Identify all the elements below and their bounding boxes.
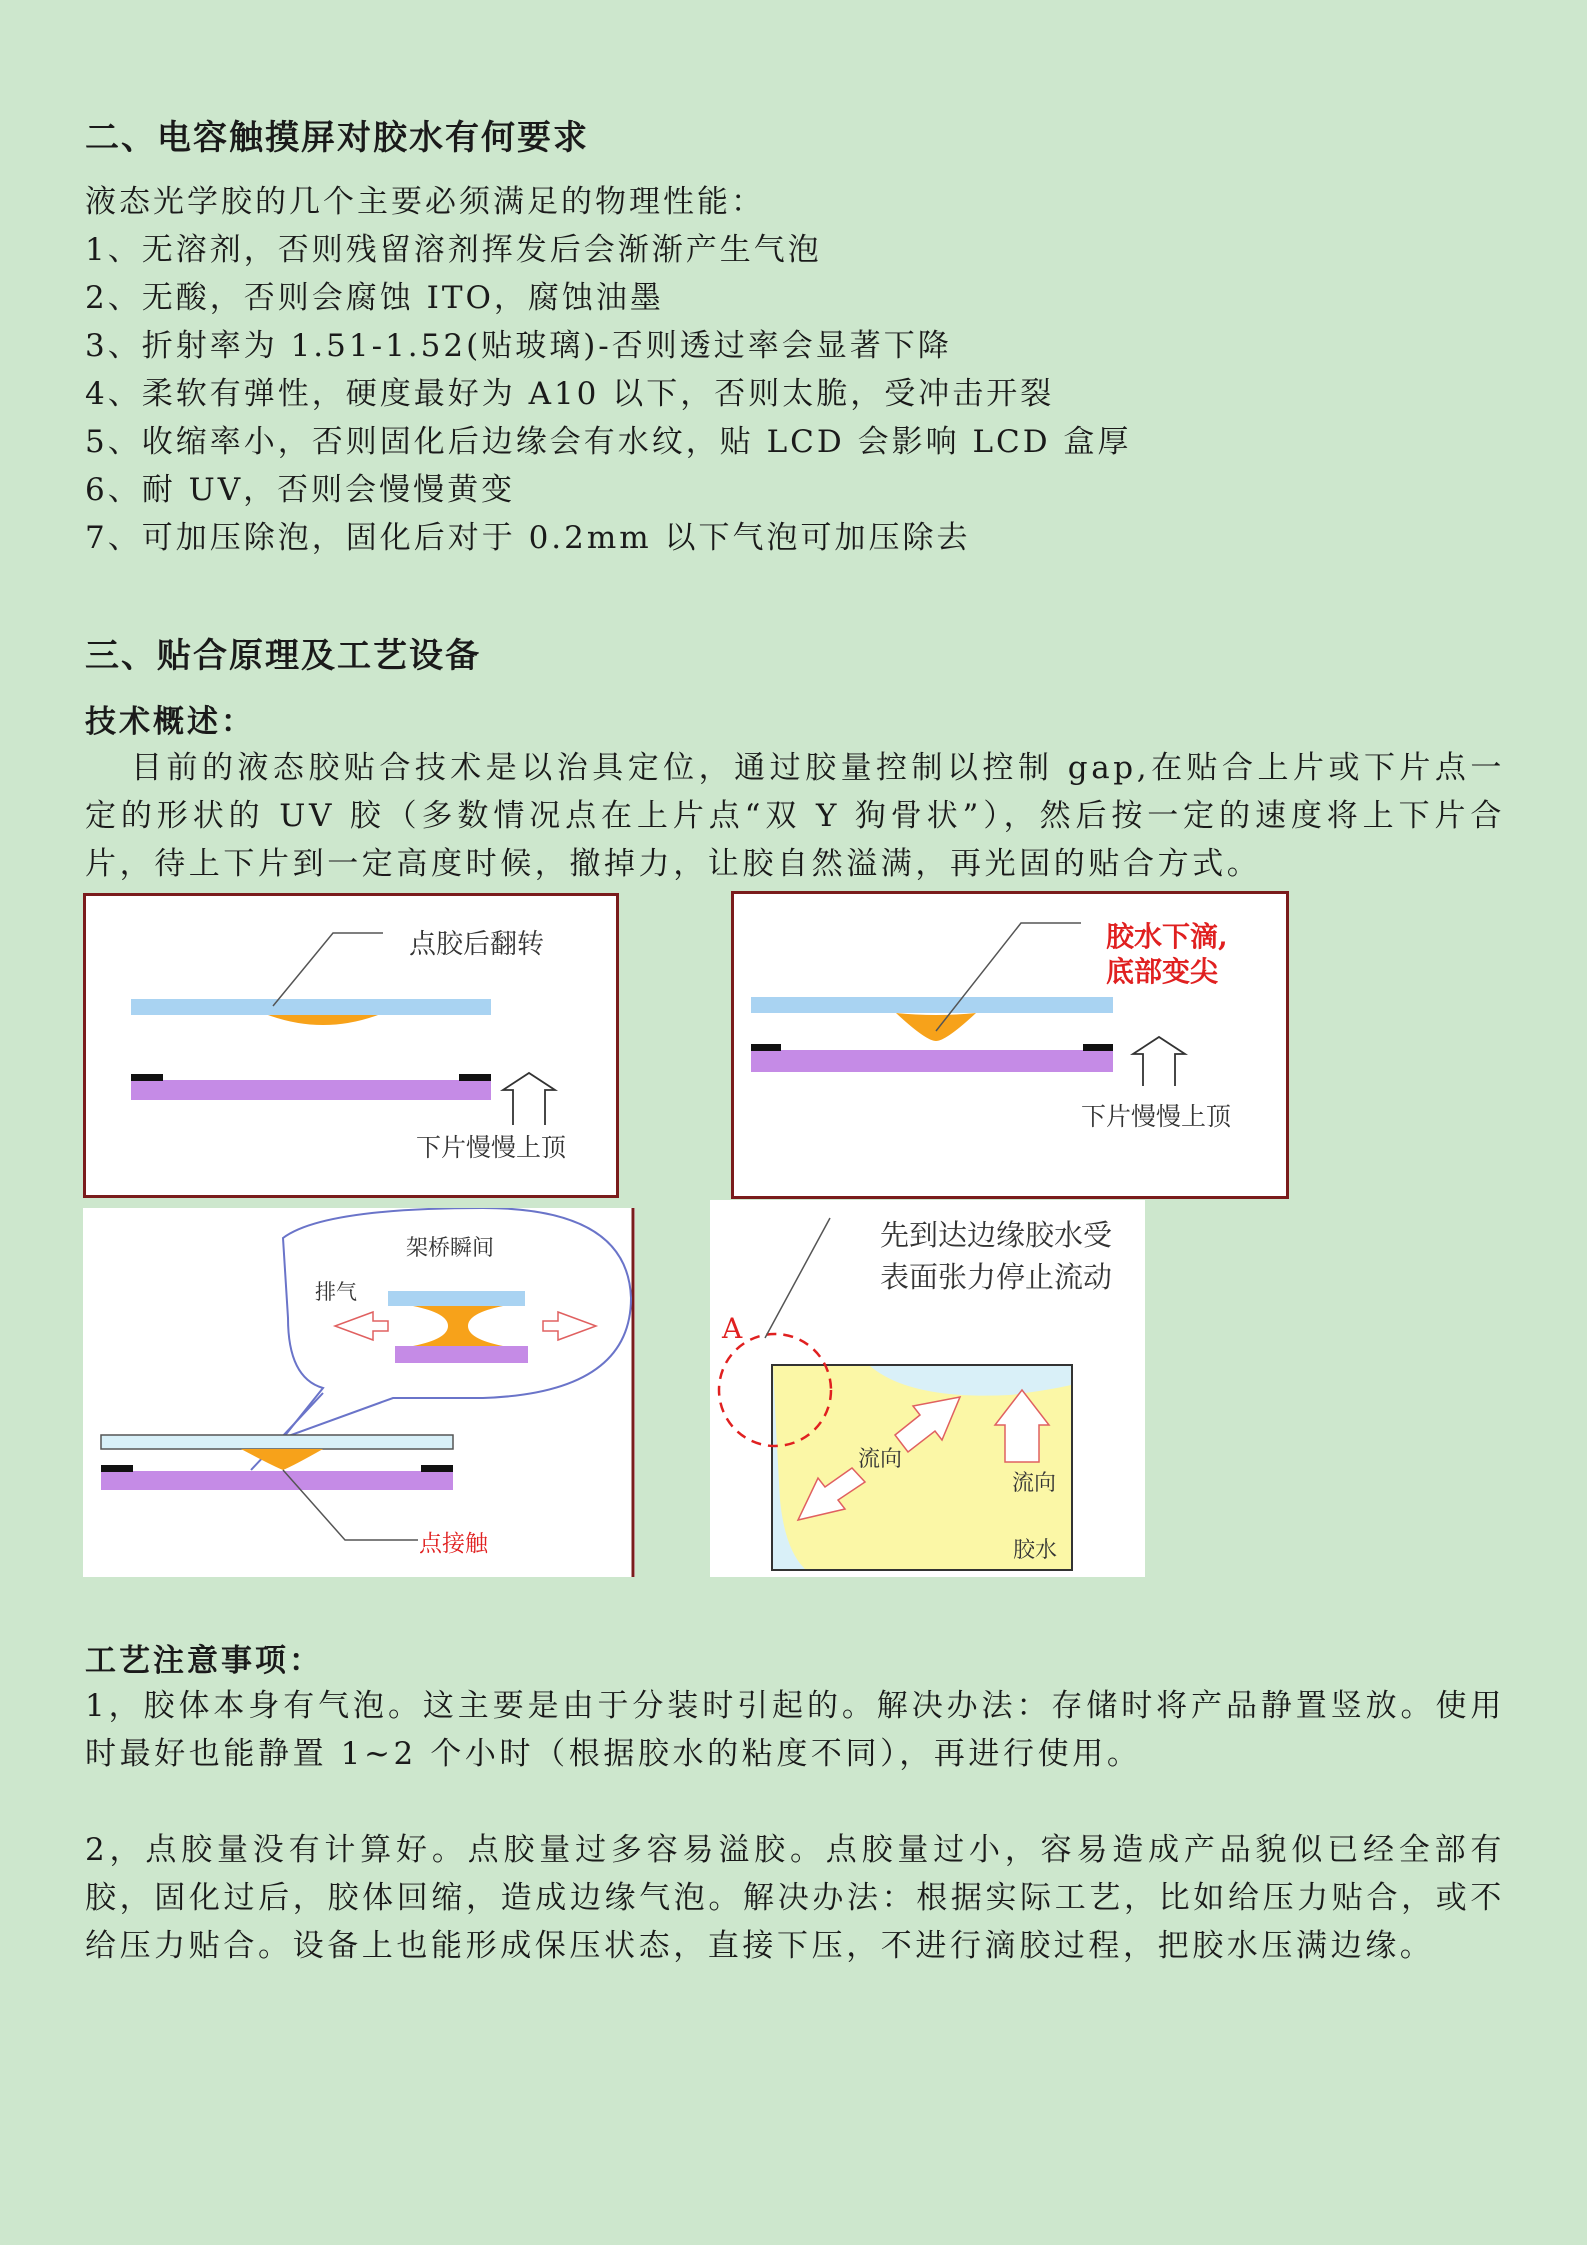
requirement-item: 4、柔软有弹性，硬度最好为 A10 以下，否则太脆，受冲击开裂 [85,376,1055,412]
fig2-label-bottom: 下片慢慢上顶 [1081,1102,1232,1131]
requirement-item: 1、无溶剂，否则残留溶剂挥发后会渐渐产生气泡 [85,232,822,268]
fig2-label-top-1: 胶水下滴, [1106,920,1228,953]
fig1-label-bottom: 下片慢慢上顶 [416,1133,567,1162]
section-2-intro: 液态光学胶的几个主要必须满足的物理性能： [85,184,765,220]
figure-glue-drip [731,891,1289,1199]
process-note-1: 1，胶体本身有气泡。这主要是由于分装时引起的。解决办法：存储时将产品静置竖放。使用时最好也能静置 1~2 个小时（根据胶水的粘度不同），再进行使用。 [85,1688,1505,1772]
fig4-label-a: A [722,1312,743,1345]
fig4-label-flow-2: 流向 [1012,1471,1057,1496]
section-2-heading: 二、电容触摸屏对胶水有何要求 [85,118,589,158]
overview-heading: 技术概述： [85,704,255,740]
requirement-item: 3、折射率为 1.51-1.52(贴玻璃)-否则透过率会显著下降 [85,328,952,364]
fig2-label-top-2: 底部变尖 [1106,955,1219,988]
figure-bridge-moment [83,1208,635,1577]
fig4-label-flow-1: 流向 [858,1447,903,1472]
fig3-label-vent: 排气 [315,1280,357,1304]
requirement-item: 2、无酸，否则会腐蚀 ITO，腐蚀油墨 [85,280,664,316]
requirement-item: 6、耐 UV，否则会慢慢黄变 [85,472,516,508]
fig4-label-2: 表面张力停止流动 [880,1260,1113,1294]
fig4-label-glue: 胶水 [1013,1538,1058,1563]
figure-edge-flow [710,1200,1145,1577]
figure-dispense-flip [83,893,619,1198]
requirement-item: 5、收缩率小，否则固化后边缘会有水纹，贴 LCD 会影响 LCD 盒厚 [85,424,1132,460]
section-3-heading: 三、贴合原理及工艺设备 [85,636,481,676]
fig4-label-1: 先到达边缘胶水受 [880,1218,1113,1252]
requirement-item: 7、可加压除泡，固化后对于 0.2mm 以下气泡可加压除去 [85,520,971,556]
process-note-2: 2，点胶量没有计算好。点胶量过多容易溢胶。点胶量过小，容易造成产品貌似已经全部有胶，固化过后，胶体回缩，造成边缘气泡。解决办法：根据实际工艺，比如给压力贴合，或不给压力贴合。设备上也能形成保压状态，直接下压，不进行滴胶过程，把胶水压满边缘。 [85,1832,1505,1964]
overview-paragraph: 目前的液态胶贴合技术是以治具定位，通过胶量控制以控制 gap,在贴合上片或下片点一定的形状的 UV 胶（多数情况点在上片点“双 Y 狗骨状”），然后按一定的速度将上下片合片，待上下片到一定高度时候，撤掉力，让胶自然溢满，再光固的贴合方式。 [85,750,1505,882]
fig3-label-contact: 点接触 [419,1531,488,1557]
fig1-label-top: 点胶后翻转 [409,929,544,960]
process-heading: 工艺注意事项： [85,1643,323,1679]
fig3-label-bridge: 架桥瞬间 [406,1236,495,1261]
